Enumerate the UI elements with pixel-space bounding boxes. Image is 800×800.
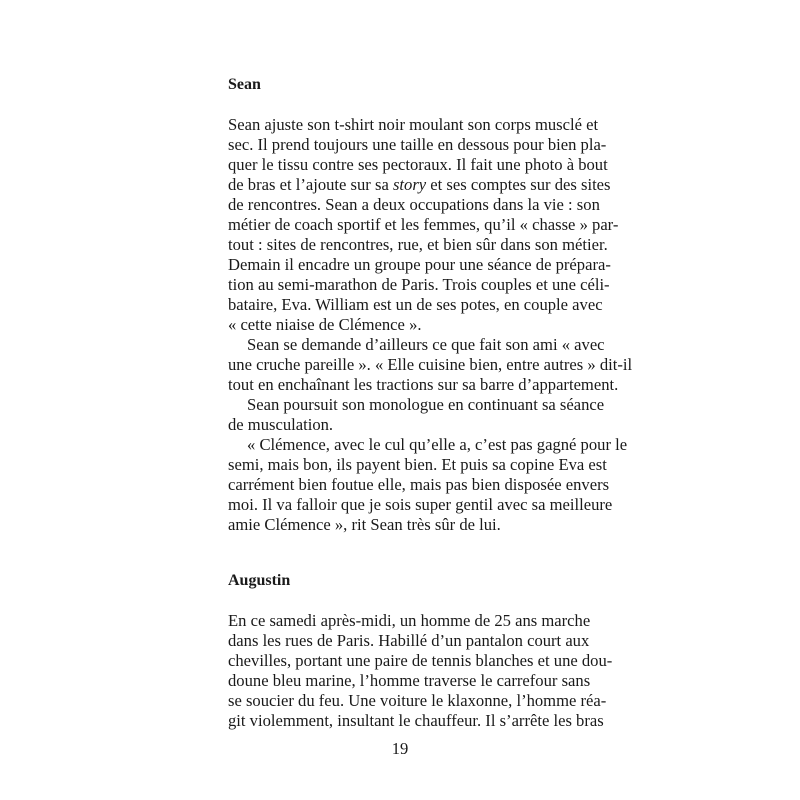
text-line: dans les rues de Paris. Habillé d’un pantalon court aux	[228, 631, 590, 650]
paragraph	[228, 115, 619, 335]
text-line: une cruche pareille ». « Elle cuisine bien, entre autres » dit-il	[228, 355, 633, 374]
text-line: git violemment, insultant le chauffeur. Il s’arrête les bras	[228, 711, 604, 730]
book-page	[228, 75, 633, 731]
section-heading-augustin: Augustin	[228, 572, 291, 589]
text-line: Sean se demande d’ailleurs ce que fait son ami « avec	[247, 335, 605, 354]
text-line: carrément bien foutue elle, mais pas bien disposée envers	[228, 475, 610, 494]
paragraph	[228, 395, 605, 435]
paragraph	[228, 435, 628, 535]
text-line: Sean ajuste son t-shirt noir moulant son corps musclé et	[228, 115, 599, 134]
text-line: tout en enchaînant les tractions sur sa barre d’appartement.	[228, 375, 619, 394]
text-line: moi. Il va falloir que je sois super gentil avec sa meilleure	[228, 495, 613, 514]
text-line: Sean poursuit son monologue en continuant sa séance	[247, 395, 605, 414]
text-line: quer le tissu contre ses pectoraux. Il fait une photo à bout	[228, 155, 608, 174]
text-line: tion au semi-marathon de Paris. Trois couples et une céli-	[228, 275, 610, 294]
text-line: Demain il encadre un groupe pour une séance de prépara-	[228, 255, 611, 274]
text-line: se soucier du feu. Une voiture le klaxonne, l’homme réa-	[228, 691, 607, 710]
text-line: En ce samedi après-midi, un homme de 25 ans marche	[228, 611, 591, 630]
text-line: de rencontres. Sean a deux occupations dans la vie : son	[228, 195, 600, 214]
text-line: « Clémence, avec le cul qu’elle a, c’est pas gagné pour le	[247, 435, 628, 454]
text-line: tout : sites de rencontres, rue, et bien sûr dans son métier.	[228, 235, 608, 254]
italic-word: story	[392, 175, 427, 194]
text-line: métier de coach sportif et les femmes, qu’il « chasse » par-	[228, 215, 619, 234]
page-number: 19	[391, 739, 409, 758]
text-line-with-italic: de bras et l’ajoute sur sa story et ses comptes sur des sites	[228, 175, 611, 194]
text-line: doune bleu marine, l’homme traverse le carrefour sans	[228, 671, 591, 690]
text-line: semi, mais bon, ils payent bien. Et puis sa copine Eva est	[228, 455, 607, 474]
text-line: de musculation.	[228, 415, 334, 434]
section-heading-sean: Sean	[228, 76, 261, 93]
paragraph	[228, 335, 633, 395]
paragraph	[228, 611, 613, 731]
text-line: sec. Il prend toujours une taille en dessous pour bien pla-	[228, 135, 607, 154]
text-line: bataire, Eva. William est un de ses potes, en couple avec	[228, 295, 603, 314]
text-line: amie Clémence », rit Sean très sûr de lui.	[228, 515, 501, 534]
text-line: chevilles, portant une paire de tennis blanches et une dou-	[228, 651, 613, 670]
text-line: « cette niaise de Clémence ».	[228, 315, 422, 334]
